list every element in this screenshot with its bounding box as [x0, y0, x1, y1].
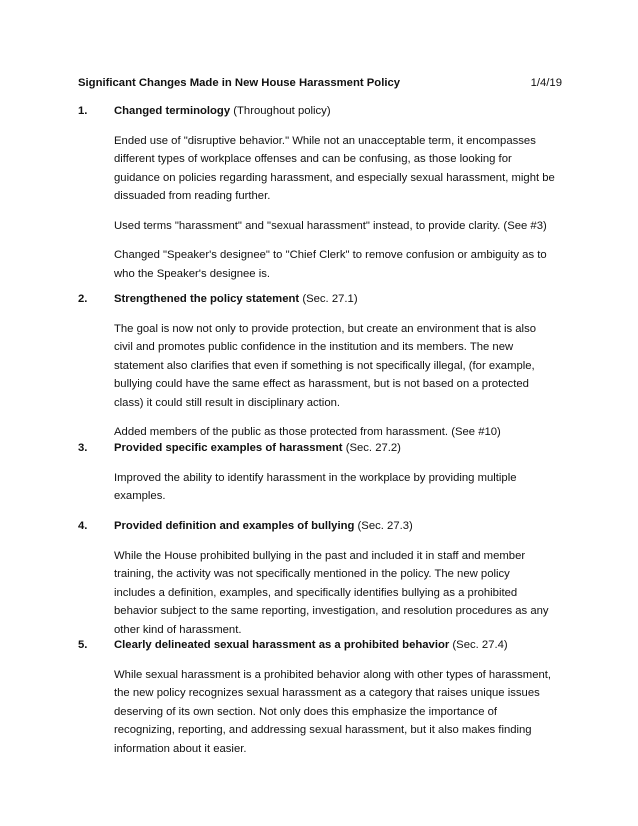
text-line: recognizing, reporting, and addressing sexual harassment, but it also makes finding: [114, 724, 532, 736]
text-line: bullying could have the same effect as harassment, but is not based on a protected: [114, 378, 529, 390]
text-line: who the Speaker's designee is.: [114, 267, 271, 280]
text-line: class) it could still result in disciplinary action.: [114, 396, 341, 409]
document-header: [78, 74, 562, 92]
section-4: [78, 517, 564, 639]
paragraph: [114, 547, 564, 640]
text-line: includes a definition, examples, and specifically identifies bullying as a prohibited: [114, 586, 518, 599]
text-line: different types of workplace offenses and can be confusing, as those looking for: [114, 153, 512, 165]
paragraph: [114, 469, 564, 506]
section-heading: [114, 636, 564, 655]
section-reference: (Sec. 27.2): [345, 442, 401, 454]
text-line: statement also clarifies that even if something is not specifically illegal, (for example,: [114, 359, 535, 372]
text-line: Ended use of "disruptive behavior." While not an unacceptable term, it encompasses: [114, 134, 536, 147]
text-line: Changed "Speaker's designee" to "Chief Clerk" to remove confusion or ambiguity as to: [114, 249, 547, 261]
section-heading-text: Provided definition and examples of bullying: [114, 520, 355, 532]
text-line: While the House prohibited bullying in the past and included it in staff and member: [114, 549, 526, 562]
paragraph: [114, 217, 564, 236]
text-line: Used terms "harassment" and "sexual harassment" instead, to provide clarity. (See #3): [114, 219, 547, 232]
text-line: While sexual harassment is a prohibited behavior along with other types of harassment,: [114, 668, 552, 681]
section-heading: [114, 290, 564, 309]
section-reference: (Sec. 27.3): [357, 520, 413, 532]
text-line: Added members of the public as those protected from harassment. (See #10): [114, 426, 501, 438]
section-heading: [114, 102, 564, 121]
section-number: 5.: [78, 639, 88, 651]
paragraph: [114, 132, 564, 206]
text-line: the new policy recognizes sexual harassment as a category that raises unique issues: [114, 687, 540, 699]
text-line: The goal is now not only to provide protection, but create an environment that is also: [114, 322, 536, 335]
section-5: [78, 636, 564, 758]
section-heading-text: Changed terminology: [114, 105, 231, 117]
section-reference: (Sec. 27.4): [452, 639, 508, 651]
section-number: 3.: [78, 442, 88, 454]
section-reference: (Sec. 27.1): [302, 293, 358, 305]
text-line: guidance on policies regarding harassment, and especially sexual harassment, might be: [114, 171, 555, 184]
section-reference: (Throughout policy): [233, 105, 331, 117]
text-line: other kind of harassment.: [114, 623, 242, 636]
section-number: 2.: [78, 293, 88, 305]
section-2: [78, 290, 564, 442]
section-3: [78, 439, 564, 506]
section-heading-text: Strengthened the policy statement: [114, 293, 300, 305]
paragraph: [114, 666, 564, 759]
paragraph: [114, 246, 564, 283]
text-line: deserving of its own section. Not only does this emphasize the importance of: [114, 705, 498, 718]
paragraph: [114, 320, 564, 413]
text-line: Improved the ability to identify harassment in the workplace by providing multiple: [114, 471, 517, 484]
section-heading: [114, 517, 564, 536]
section-heading-text: Clearly delineated sexual harassment as a prohibited behavior: [114, 639, 450, 651]
section-1: [78, 102, 564, 283]
text-line: dissuaded from reading further.: [114, 190, 271, 202]
text-line: examples.: [114, 490, 166, 502]
text-line: training, the activity was not specifically mentioned in the policy. The new policy: [114, 568, 510, 580]
section-heading: [114, 439, 564, 458]
document-date: 1/4/19: [530, 77, 562, 89]
text-line: behavior subject to the same reporting, investigation, and resolution procedures as any: [114, 605, 549, 617]
section-heading-text: Provided specific examples of harassment: [114, 442, 343, 454]
text-line: information about it easier.: [114, 742, 247, 755]
section-number: 1.: [78, 105, 88, 117]
section-number: 4.: [78, 520, 88, 532]
document-title: Significant Changes Made in New House Harassment Policy: [78, 77, 401, 89]
text-line: civil and promotes public confidence in the institution and its members. The new: [114, 341, 514, 353]
